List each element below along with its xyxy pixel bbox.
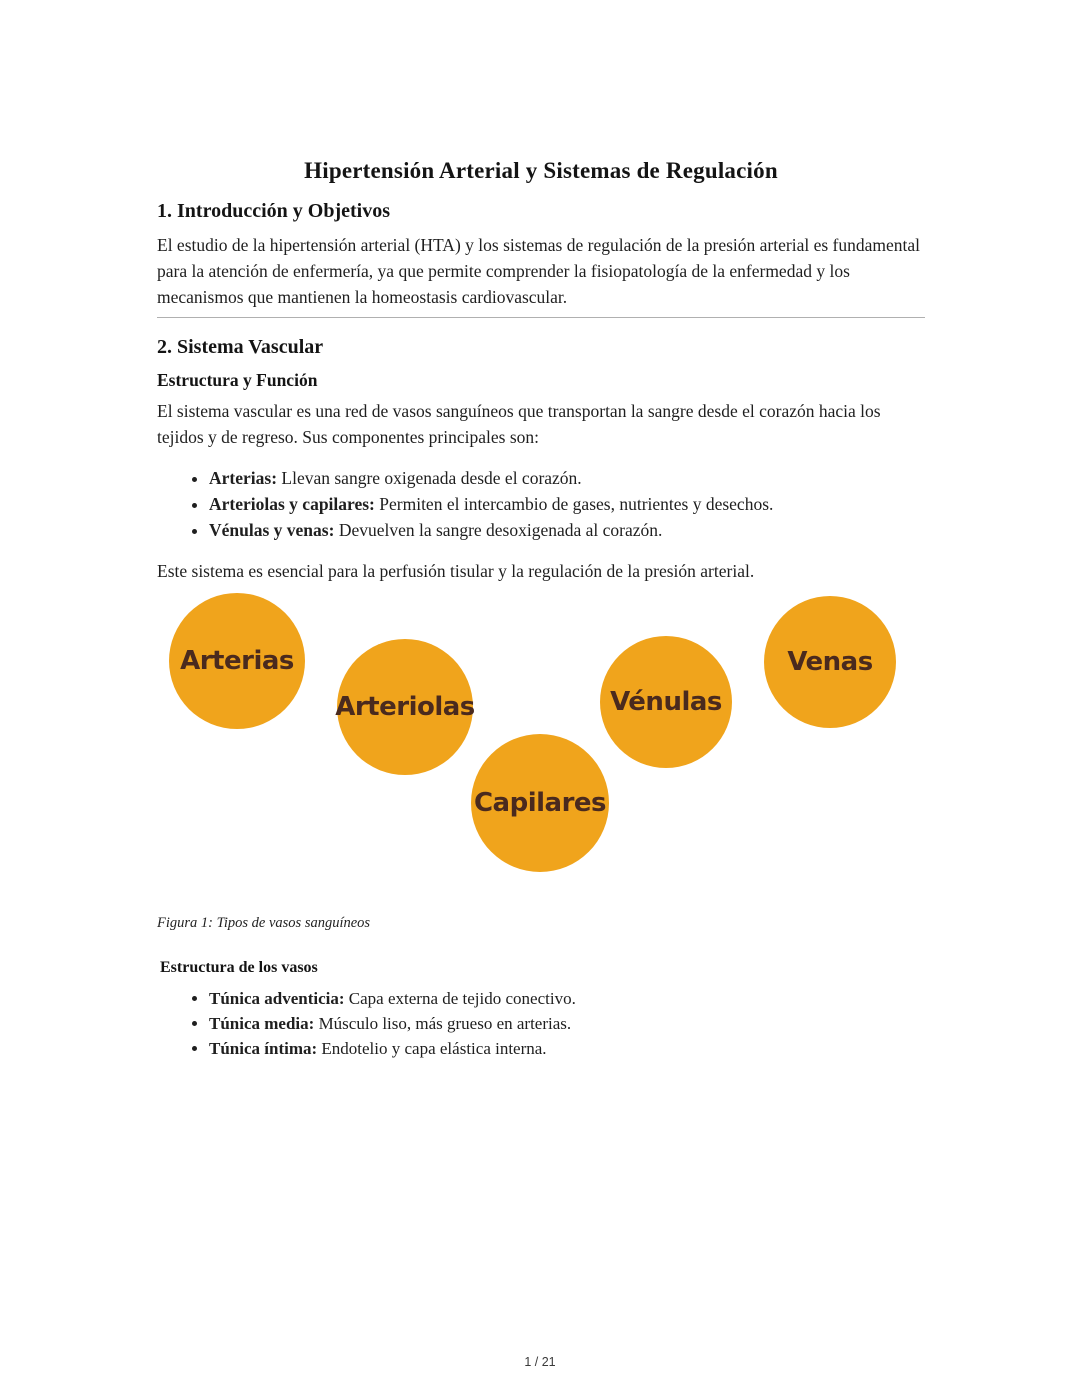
section-heading-sistema-vascular: 2. Sistema Vascular: [157, 336, 324, 358]
vessel-structure-list: [157, 986, 925, 1061]
circle-venulas: [600, 636, 732, 768]
figure-caption: Figura 1: Tipos de vasos sanguíneos: [157, 915, 371, 931]
list-item-tunica-intima: [209, 1036, 925, 1061]
list-item-desc: Músculo liso, más grueso en arterias.: [314, 1014, 572, 1033]
circle-label-capilares: Capilares: [473, 788, 607, 818]
list-item-desc: Capa externa de tejido conectivo.: [344, 989, 576, 1008]
vessel-types-figure: [157, 592, 925, 884]
section-divider: [157, 317, 925, 318]
list-item-tunica-media: [209, 1011, 925, 1036]
subsection-heading-estructura-funcion: Estructura y Función: [157, 370, 318, 390]
closing-paragraph: Este sistema es esencial para la perfusión tisular y la regulación de la presión arterial.: [157, 561, 755, 581]
list-item-tunica-adventicia: [209, 986, 925, 1011]
list-item-arterias: [209, 465, 925, 491]
circle-label-arterias: Arterias: [180, 646, 294, 676]
list-item-desc: Permiten el intercambio de gases, nutrientes y desechos.: [374, 494, 774, 514]
intro-paragraph: El estudio de la hipertensión arterial (HTA) y los sistemas de regulación de la presión arterial es fundamental para la atención de enfermería, ya que permite comprender la fisiopatología de la enfermedad y los mecanismos que mantienen la homeostasis cardiovascular.: [157, 235, 920, 307]
list-item-desc: Endotelio y capa elástica interna.: [317, 1039, 547, 1058]
circle-venas: [764, 596, 896, 728]
circle-arteriolas: [337, 639, 473, 775]
circle-label-venulas: Vénulas: [610, 687, 722, 717]
list-item-term: Túnica media:: [209, 1014, 315, 1033]
circle-label-venas: Venas: [787, 647, 873, 677]
vessel-types-list: [157, 465, 925, 543]
circle-label-arteriolas: Arteriolas: [335, 692, 475, 722]
list-item-term: Arterias:: [209, 468, 278, 488]
list-item-term: Túnica adventicia:: [209, 989, 345, 1008]
document-page: [157, 0, 925, 1061]
section-heading-introduccion: 1. Introducción y Objetivos: [157, 200, 390, 222]
list-item-term: Túnica íntima:: [209, 1039, 318, 1058]
circle-arterias: [169, 593, 305, 729]
list-item-arteriolas-capilares: [209, 491, 925, 517]
list-item-desc: Devuelven la sangre desoxigenada al corazón.: [334, 520, 663, 540]
vascular-paragraph: El sistema vascular es una red de vasos sanguíneos que transportan la sangre desde el corazón hacia los tejidos y de regreso. Sus componentes principales son:: [157, 401, 881, 447]
circle-capilares: [471, 734, 609, 872]
page-number: 1 / 21: [524, 1355, 556, 1369]
list-item-desc: Llevan sangre oxigenada desde el corazón.: [277, 468, 582, 488]
page-title: Hipertensión Arterial y Sistemas de Regulación: [304, 158, 778, 183]
heading-estructura-vasos: Estructura de los vasos: [160, 959, 318, 976]
list-item-venulas-venas: [209, 517, 925, 543]
list-item-term: Vénulas y venas:: [209, 520, 335, 540]
list-item-term: Arteriolas y capilares:: [209, 494, 375, 514]
